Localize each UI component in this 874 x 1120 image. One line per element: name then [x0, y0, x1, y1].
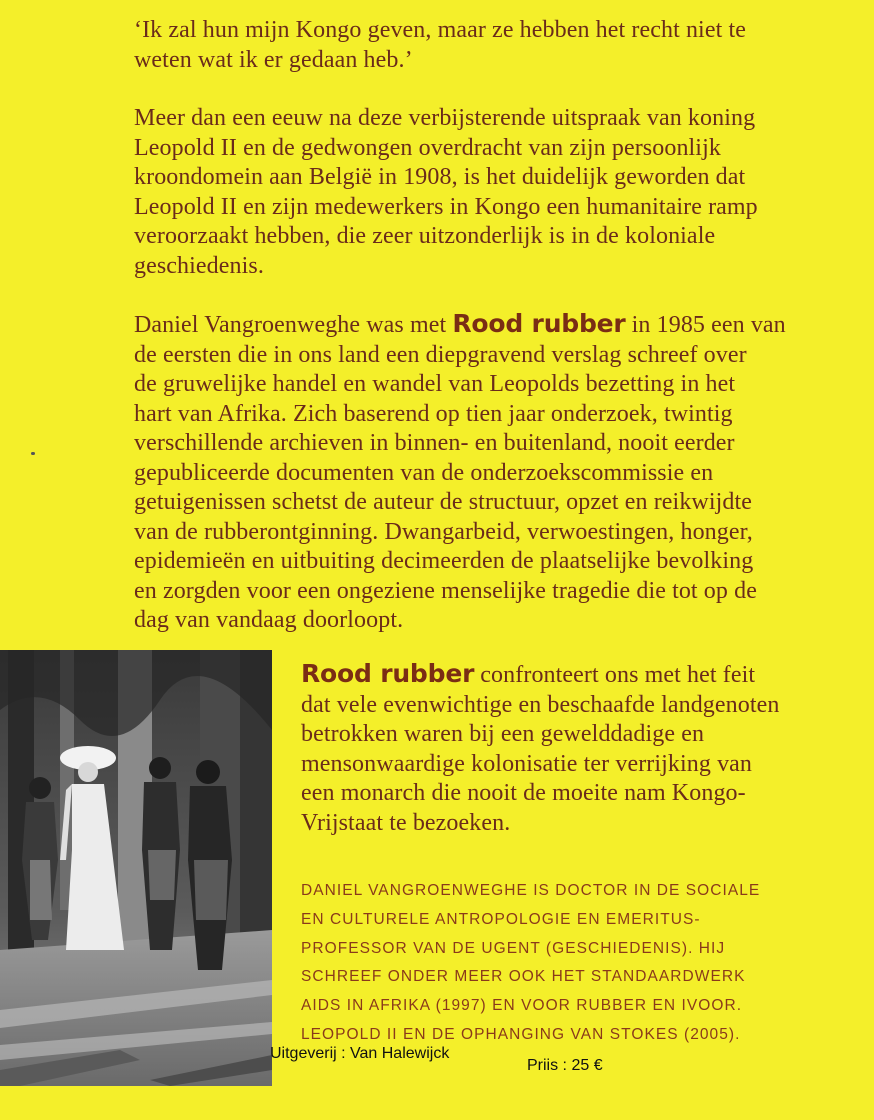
main-paragraph: [134, 309, 794, 636]
main-line-start: Daniel Vangroenweghe was met: [134, 312, 453, 338]
print-speck: [31, 452, 35, 455]
historic-photo: [0, 650, 272, 1086]
book-title-2: Rood rubber: [301, 659, 475, 688]
main-line: getuigenissen schetst de auteur de structuur, opzet en reikwijdte: [134, 489, 753, 515]
bio-line: PROFESSOR VAN DE UGENT (GESCHIEDENIS). HIJ: [301, 939, 726, 957]
second-line: mensonwaardige kolonisatie ter verrijking van: [301, 750, 753, 777]
author-bio: [301, 877, 760, 1050]
second-line: betrokken waren bij een gewelddadige en: [301, 721, 705, 747]
main-line: hart van Afrika. Zich baserend op tien jaar onderzoek, twintig: [134, 400, 733, 427]
bio-line: EN CULTURELE ANTROPOLOGIE EN EMERITUS-: [301, 910, 701, 928]
bio-line: DANIEL VANGROENWEGHE IS DOCTOR IN DE SOCIALE: [301, 882, 761, 899]
second-line: een monarch die nooit de moeite nam Kongo-: [301, 780, 746, 806]
second-line-end: confronteert ons met het feit: [474, 662, 756, 688]
intro-line: Leopold II en de gedwongen overdracht van zijn persoonlijk: [134, 134, 721, 161]
main-line: de eersten die in ons land een diepgravend verslag schreef over: [134, 341, 747, 368]
second-line: dat vele evenwichtige en beschaafde landgenoten: [301, 691, 780, 718]
main-line: [134, 309, 794, 341]
intro-line: veroorzaakt hebben, die zeer uitzonderlijk is in de koloniale: [134, 223, 716, 249]
price-label: Priis : 25 €: [527, 1057, 603, 1074]
intro-line: Leopold II en zijn medewerkers in Kongo een humanitaire ramp: [134, 193, 758, 220]
main-line: van de rubberontginning. Dwangarbeid, verwoestingen, honger,: [134, 518, 753, 545]
bio-line: [301, 992, 760, 1021]
main-line: gepubliceerde documenten van de onderzoekscommissie en: [134, 459, 714, 486]
intro-paragraph: [134, 104, 794, 281]
bio-text: (2005).: [678, 1025, 741, 1043]
quote-line: weten wat ik er gedaan heb.’: [134, 46, 413, 73]
second-paragraph: [301, 659, 821, 838]
main-line-end: in 1985 een van: [625, 312, 786, 338]
main-line: de gruwelijke handel en wandel van Leopolds bezetting in het: [134, 371, 736, 397]
bio-book-title: AIDS IN AFRIKA: [301, 997, 431, 1015]
main-line: verschillende archieven in binnen- en buitenland, nooit eerder: [134, 430, 735, 456]
second-line: [301, 659, 821, 691]
intro-line: geschiedenis.: [134, 252, 264, 279]
quote-line: ‘Ik zal hun mijn Kongo geven, maar ze hebben het recht niet te: [134, 17, 746, 43]
bio-line: SCHREEF ONDER MEER OOK HET STANDAARDWERK: [301, 968, 746, 986]
intro-line: Meer dan een eeuw na deze verbijsterende uitspraak van koning: [134, 105, 756, 131]
main-line: en zorgden voor een ongeziene menselijke tragedie die tot op de: [134, 577, 757, 604]
bio-text: (1997) EN: [430, 997, 522, 1015]
intro-line: kroondomein aan België in 1908, is het duidelijk geworden dat: [134, 164, 746, 190]
bio-book-title: LEOPOLD II EN DE OPHANGING VAN STOKES: [301, 1025, 679, 1043]
second-line: Vrijstaat te bezoeken.: [301, 809, 511, 836]
publisher-label: Uitgeverij : Van Halewijck: [270, 1045, 450, 1062]
opening-quote: [134, 16, 794, 75]
book-title: Rood rubber: [452, 309, 626, 338]
bio-book-title: VOOR RUBBER EN IVOOR.: [521, 997, 743, 1015]
main-line: dag van vandaag doorloopt.: [134, 607, 404, 633]
main-line: epidemieën en uitbuiting decimeerden de plaatselijke bevolking: [134, 548, 754, 574]
